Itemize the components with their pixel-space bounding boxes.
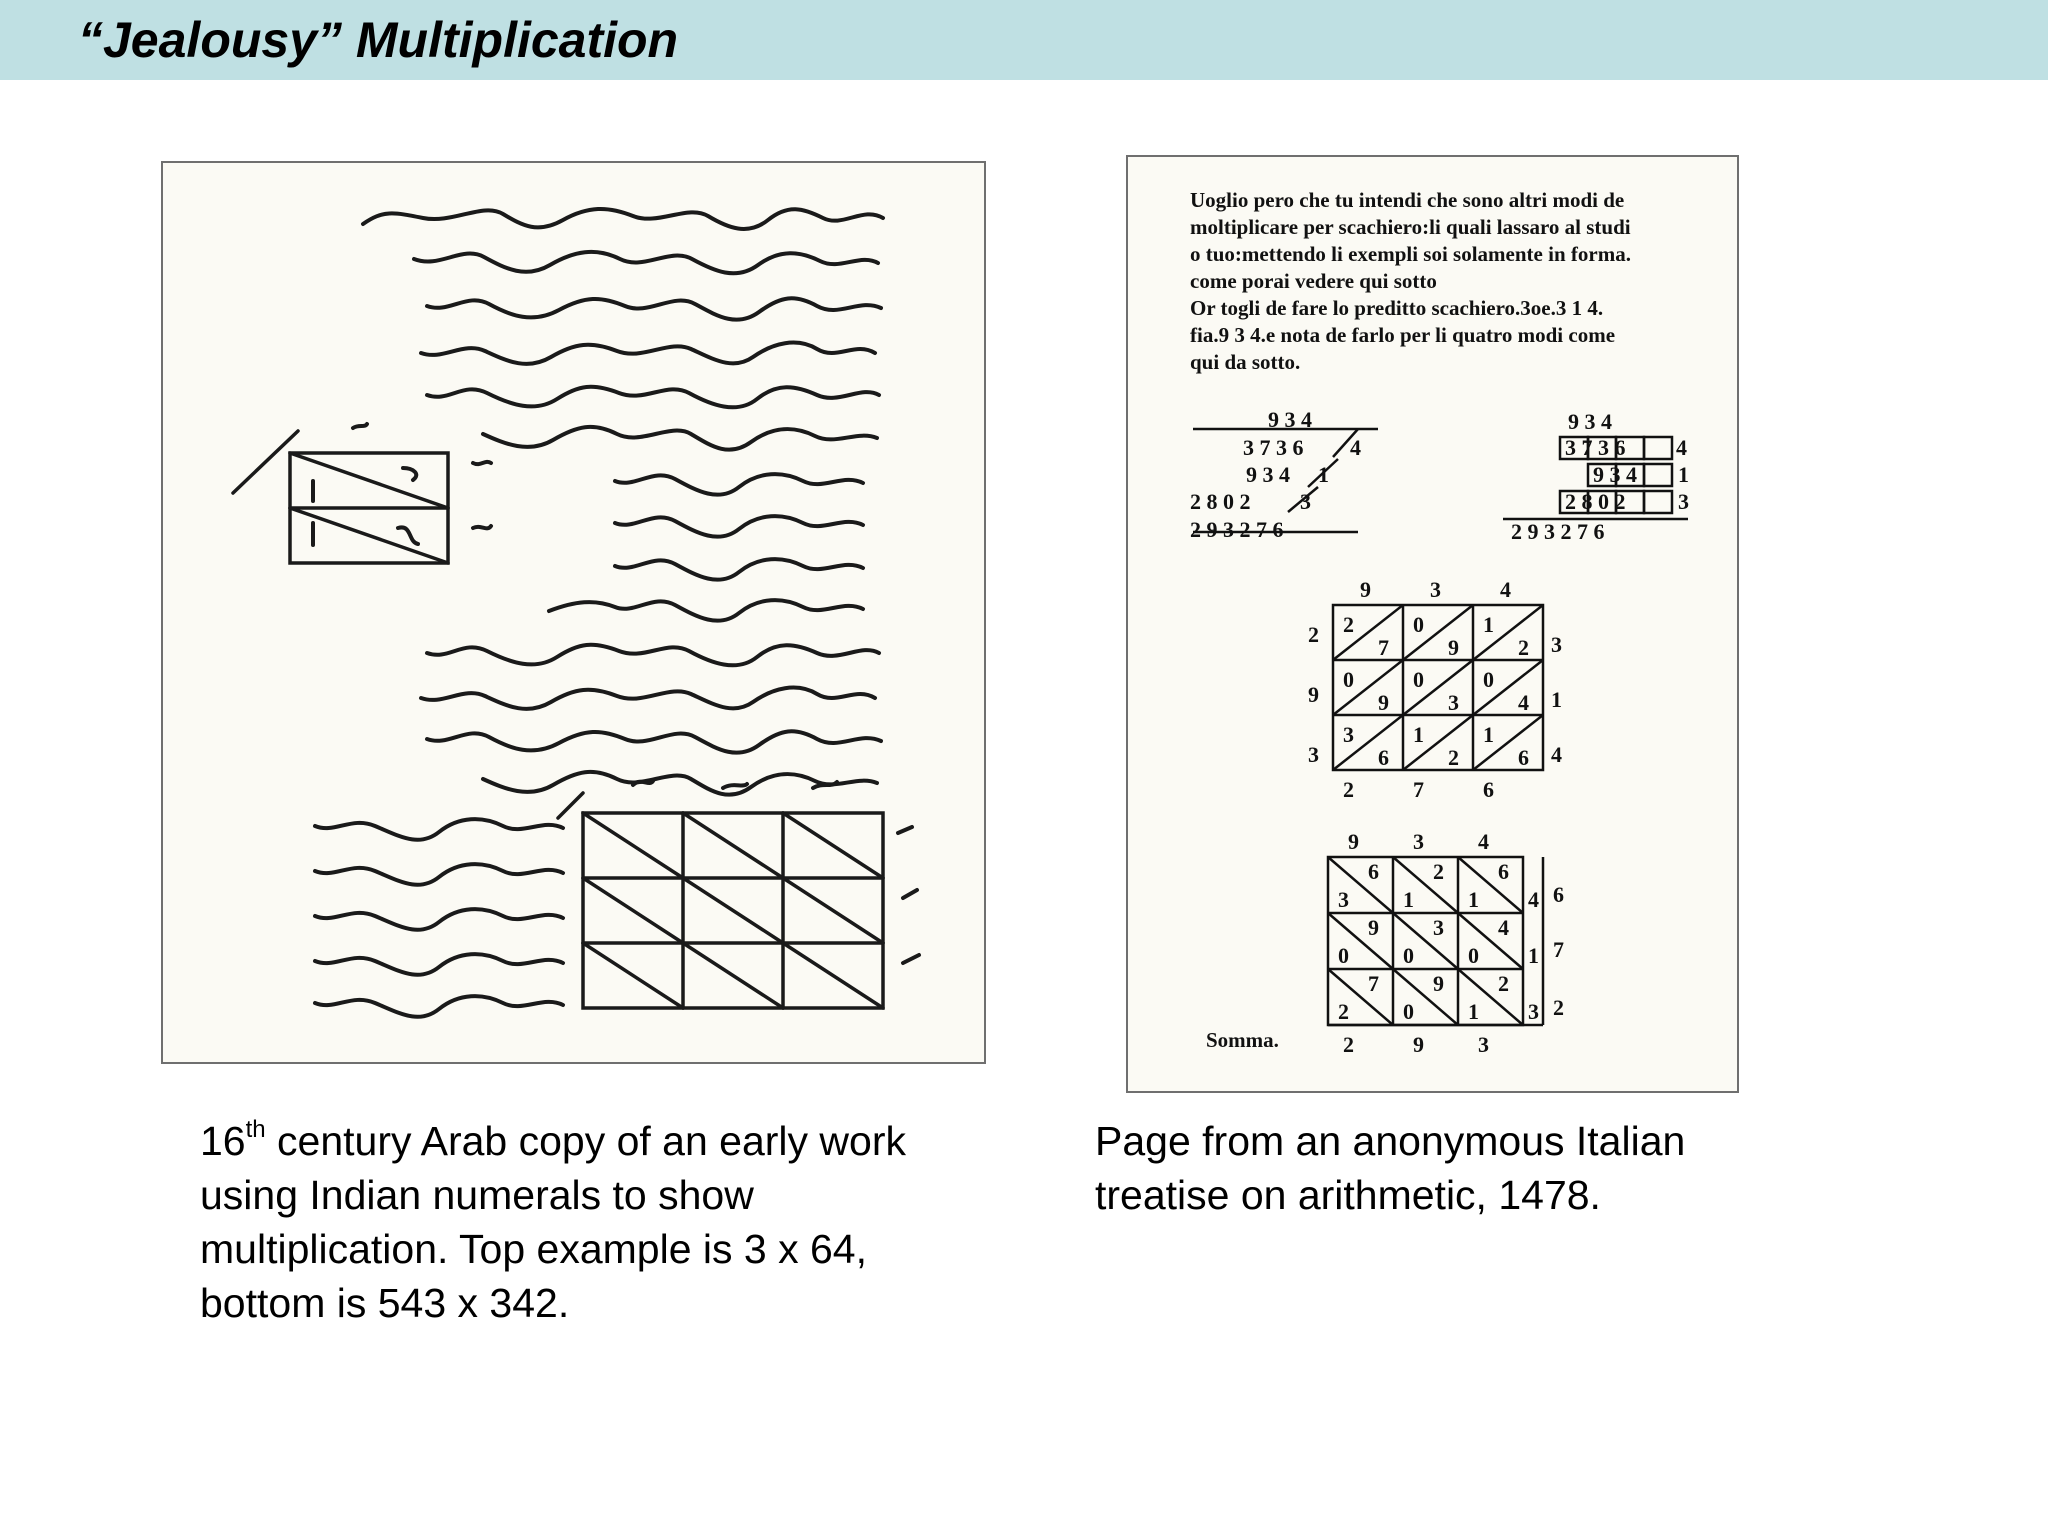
svg-text:6: 6 [1498, 859, 1509, 884]
svg-text:6: 6 [1368, 859, 1379, 884]
svg-text:3: 3 [1430, 577, 1441, 602]
arabic-handwriting-upper [363, 209, 883, 795]
left-caption-number: 16 [200, 1118, 246, 1164]
svg-text:2: 2 [1343, 1032, 1354, 1057]
svg-text:9 3 4: 9 3 4 [1246, 462, 1290, 487]
svg-text:2 9 3 2 7 6: 2 9 3 2 7 6 [1190, 517, 1284, 542]
svg-text:1: 1 [1551, 687, 1562, 712]
svg-text:7: 7 [1368, 971, 1379, 996]
svg-text:7: 7 [1378, 635, 1389, 660]
right-caption: Page from an anonymous Italian treatise on arithmetic, 1478. [1095, 1118, 1686, 1218]
svg-text:2: 2 [1308, 622, 1319, 647]
svg-text:3: 3 [1678, 489, 1689, 514]
title-bar [0, 0, 2048, 80]
svg-text:2 8 0 2: 2 8 0 2 [1190, 489, 1251, 514]
svg-text:4: 4 [1350, 435, 1361, 460]
svg-text:4: 4 [1500, 577, 1511, 602]
svg-text:3: 3 [1338, 887, 1349, 912]
svg-text:2: 2 [1518, 635, 1529, 660]
svg-text:3: 3 [1448, 690, 1459, 715]
svg-text:9: 9 [1433, 971, 1444, 996]
svg-text:3: 3 [1413, 829, 1424, 854]
svg-text:9: 9 [1378, 690, 1389, 715]
svg-text:1: 1 [1528, 943, 1539, 968]
svg-text:9 3 4: 9 3 4 [1568, 409, 1612, 434]
svg-text:4: 4 [1528, 887, 1539, 912]
svg-text:6: 6 [1483, 777, 1494, 802]
treatise-line: qui da sotto. [1190, 350, 1301, 374]
svg-text:1: 1 [1483, 722, 1494, 747]
svg-text:1: 1 [1483, 612, 1494, 637]
svg-text:4: 4 [1498, 915, 1509, 940]
svg-text:9 3 4: 9 3 4 [1268, 407, 1312, 432]
svg-text:0: 0 [1413, 612, 1424, 637]
svg-text:0: 0 [1483, 667, 1494, 692]
svg-text:3 7 3 6: 3 7 3 6 [1565, 435, 1626, 460]
svg-text:1: 1 [1413, 722, 1424, 747]
arab-manuscript-image [161, 161, 986, 1064]
svg-text:1: 1 [1678, 462, 1689, 487]
svg-text:0: 0 [1413, 667, 1424, 692]
svg-text:3: 3 [1300, 489, 1311, 514]
svg-text:2: 2 [1433, 859, 1444, 884]
treatise-line: fia.9 3 4.e nota de farlo per li quatro modi come [1190, 323, 1616, 347]
svg-text:3: 3 [1433, 915, 1444, 940]
svg-text:4: 4 [1518, 690, 1529, 715]
somma-label: Somma. [1206, 1028, 1279, 1052]
svg-text:3: 3 [1308, 742, 1319, 767]
svg-text:3 7 3 6: 3 7 3 6 [1243, 435, 1304, 460]
svg-text:1: 1 [1468, 999, 1479, 1024]
svg-text:9: 9 [1360, 577, 1371, 602]
italian-treatise-image [1126, 155, 1739, 1093]
arab-manuscript-drawing [163, 163, 986, 1064]
svg-text:2 9 3 2 7 6: 2 9 3 2 7 6 [1511, 519, 1605, 544]
svg-text:6: 6 [1553, 882, 1564, 907]
svg-text:0: 0 [1468, 943, 1479, 968]
svg-text:9 3 4: 9 3 4 [1593, 462, 1637, 487]
svg-text:7: 7 [1553, 937, 1564, 962]
svg-text:1: 1 [1468, 887, 1479, 912]
svg-text:2: 2 [1343, 777, 1354, 802]
svg-text:2: 2 [1553, 995, 1564, 1020]
left-caption [200, 1114, 920, 1330]
svg-text:0: 0 [1403, 999, 1414, 1024]
svg-text:7: 7 [1413, 777, 1424, 802]
svg-text:4: 4 [1676, 435, 1687, 460]
svg-text:6: 6 [1378, 745, 1389, 770]
svg-text:2: 2 [1448, 745, 1459, 770]
svg-text:9: 9 [1348, 829, 1359, 854]
left-caption-text: century Arab copy of an early work using Indian numerals to show multiplication. Top example is 3 x 64, bottom is 543 x 342. [200, 1118, 906, 1326]
svg-text:6: 6 [1518, 745, 1529, 770]
svg-text:1: 1 [1403, 887, 1414, 912]
svg-text:1: 1 [1318, 462, 1329, 487]
svg-text:9: 9 [1413, 1032, 1424, 1057]
svg-text:0: 0 [1403, 943, 1414, 968]
svg-text:3: 3 [1478, 1032, 1489, 1057]
treatise-line: Uoglio pero che tu intendi che sono altri modi de [1190, 188, 1625, 212]
svg-text:3: 3 [1343, 722, 1354, 747]
lattice-example-1 [1333, 605, 1543, 770]
slide-title: “Jealousy” Multiplication [78, 12, 679, 68]
treatise-line: o tuo:mettendo li exempli soi solamente in forma. [1190, 242, 1631, 266]
svg-text:4: 4 [1478, 829, 1489, 854]
treatise-line: Or togli de fare lo preditto scachiero.3oe.3 1 4. [1190, 296, 1604, 320]
left-caption-superscript: th [245, 1116, 266, 1143]
svg-text:0: 0 [1343, 667, 1354, 692]
treatise-line: moltiplicare per scachiero:li quali lassaro al studi [1190, 215, 1631, 239]
svg-text:2: 2 [1498, 971, 1509, 996]
svg-text:4: 4 [1551, 742, 1562, 767]
svg-text:3: 3 [1528, 999, 1539, 1024]
svg-text:2 8 0 2: 2 8 0 2 [1565, 489, 1626, 514]
italian-treatise-drawing [1128, 157, 1739, 1093]
svg-text:3: 3 [1551, 632, 1562, 657]
svg-text:0: 0 [1338, 943, 1349, 968]
svg-text:2: 2 [1338, 999, 1349, 1024]
svg-text:9: 9 [1448, 635, 1459, 660]
svg-text:2: 2 [1343, 612, 1354, 637]
lower-lattice-grid [558, 793, 883, 1008]
svg-text:9: 9 [1368, 915, 1379, 940]
treatise-line: come porai vedere qui sotto [1190, 269, 1437, 293]
svg-text:9: 9 [1308, 682, 1319, 707]
